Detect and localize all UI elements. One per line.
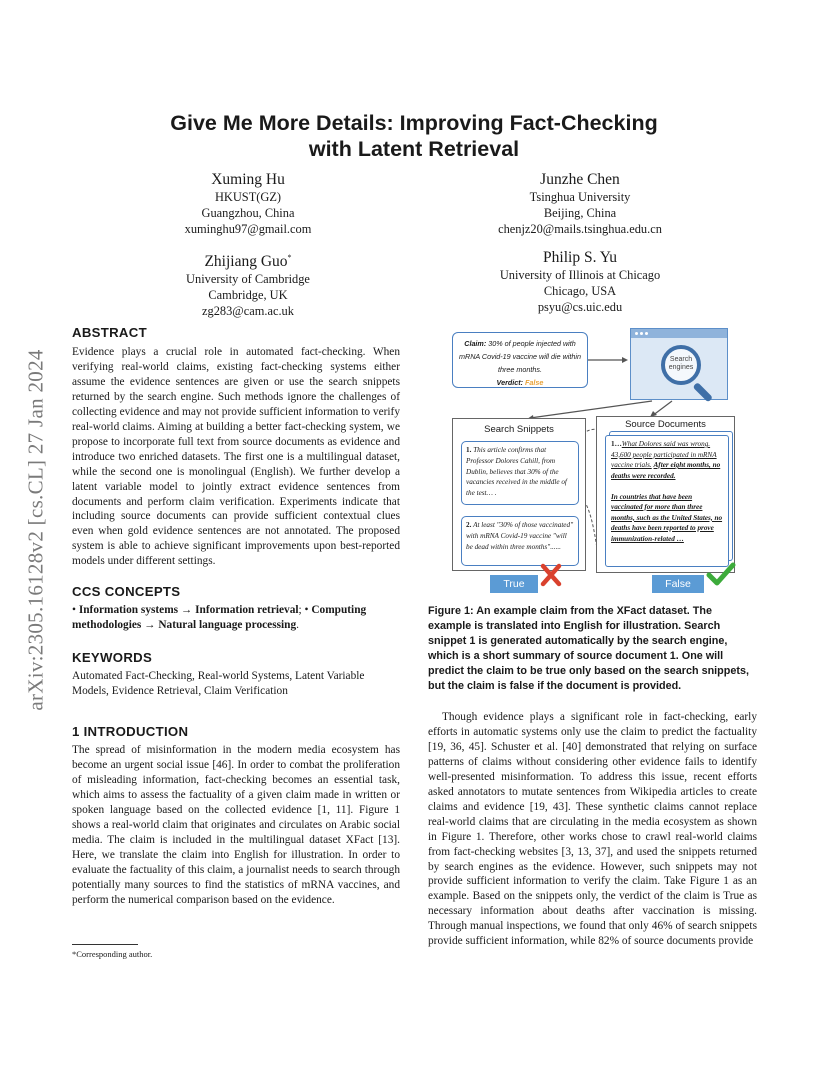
source-title: Source Documents (625, 419, 706, 430)
claim-text: 30% of people injected with mRNA Covid-19 vaccine will die within three months. (459, 339, 581, 374)
arxiv-watermark: arXiv:2305.16128v2 [cs.CL] 27 Jan 2024 (23, 349, 48, 711)
snippet-text: At least "30% of those vaccinated" with mRNA Covid-19 vaccine "will be dead within three months"...... (466, 521, 574, 551)
ccs-bullet: • (72, 604, 76, 616)
author-email: xuminghu97@gmail.com (184, 222, 312, 236)
abstract-text: Evidence plays a crucial role in automated fact-checking. When verifying real-world claims, existing fact-checking systems either assume the evidence sentences are given or use the search snippets returned by the search engine. Such methods ignore the challenges of collecting evidence and may not provide sufficient information to verify real-world claims. Aiming at building a better fact-checking system, we propose to incorporate full text from source documents as evidence and introduce two enriched datasets. The first one is a multilingual dataset, while the second one is monolingual (English). We further develop a latent variable model to jointly extract evidence sentences from documents and perform claim verification. Experiments indicate that including source documents can provide sufficient contextual clues even when gold evidence sentences are not annotated. The proposed system is able to achieve significant improvements upon best-reported models under different settings. (72, 346, 400, 568)
author-location: Beijing, China (543, 206, 617, 220)
keywords-heading: KEYWORDS (72, 650, 153, 665)
check-icon (706, 561, 736, 587)
author-email: zg283@cam.ac.uk (202, 304, 294, 319)
source-text-bold: In countries that have been vaccinated for more than three months, such as the United States, no deaths have been reported to prove immunization-related … (611, 492, 723, 543)
footnote: *Corresponding author. (72, 949, 153, 959)
intro-text-continued: Though evidence plays a significant role in fact-checking, early efforts in automatic systems only use the claim to predict the factuality [19, 36, 45]. Schuster et al. [40] demonstrated that relying on surface patterns of claims without considering other evidence fails to identify well-presented misinformation. To address this issue, recent efforts asked annotators to mutate sentences from Wikipedia articles to create claims and evidence [19, 43]. These synthetic claims cannot replace real-world claims that are circulating in the media ecosystem as shown in Figure 1. Therefore, other works chose to crawl real-world claims from fact-checking websites [3, 13, 37], and used the snippets returned by search engines as the evidence. However, such snippets may not provide sufficient information to verify the claim. Take Figure 1 as an example. Based on the snippets only, the verdict of the claim is True as necessary information about deaths after vaccination is missing. Through manual inspections, we found that only 46% of search snippets provide sufficient information, while 82% of source documents provide (428, 711, 757, 948)
author-affiliation: University of Illinois at Chicago (499, 268, 661, 282)
search-engine-label: Search engines (668, 356, 694, 371)
browser-dot (640, 332, 643, 335)
arrowhead (622, 357, 628, 363)
author-email: psyu@cs.uic.edu (537, 300, 623, 314)
figure-caption: Figure 1: An example claim from the XFact dataset. The example is translated into English for illustration. Search snippet 1 is generated automatically by the search engine, which is a short summary of source document 1. One will predict the claim to be true only based on the search snippets, but the claim is false if the document is provided. (428, 605, 749, 693)
verdict-label: Verdict: (496, 378, 524, 387)
source-text: What Dolores said was wrong. 43,600 people participated in mRNA vaccine trials. (611, 440, 717, 469)
author-block-3 (118, 248, 378, 319)
search-snippets-panel (452, 418, 586, 571)
verdict-value: False (525, 378, 544, 387)
source-documents-panel (596, 416, 735, 573)
author-block-1 (118, 170, 378, 237)
title-line-1: Give Me More Details: Improving Fact-Checking (170, 111, 658, 135)
paper-title (100, 110, 728, 162)
intro-heading: 1 INTRODUCTION (72, 724, 189, 739)
author-location: Chicago, USA (543, 284, 617, 298)
false-label: False (652, 575, 704, 593)
title-line-2: with Latent Retrieval (308, 137, 520, 161)
author-block-4 (450, 248, 710, 315)
corresponding-mark: * (287, 253, 292, 262)
abstract-heading: ABSTRACT (72, 325, 147, 340)
magnifier-handle (693, 382, 714, 403)
ccs-heading: CCS CONCEPTS (72, 584, 181, 599)
author-name: Junzhe Chen (540, 171, 620, 188)
author-name: Philip S. Yu (543, 249, 617, 266)
claim-box (452, 332, 588, 388)
true-label: True (490, 575, 538, 593)
author-name: Xuming Hu (211, 171, 285, 188)
browser-dot (645, 332, 648, 335)
author-name: Zhijiang Guo (204, 253, 288, 271)
ccs-item: Information systems → Information retrieval (78, 604, 299, 616)
intro-text: The spread of misinformation in the modern media ecosystem has become an urgent social issue [46]. In order to combat the proliferation of misleading information, fact-checking becomes an essential task, which aims to assess the factuality of a given claim made in written or spoken language based on the collected evidence [1, 11]. Figure 1 shows a real-world claim that originates and circulates on Arabic social media. The claim is included in the multilingual dataset XFact [13]. Here, we translate the claim into English for illustration. In order to evaluate the factuality of this claim, a journalist needs to search through potentially many sources to find the statistics of mRNA vaccines, and perform the numerical comparison based on the evidence. (72, 744, 400, 906)
author-affiliation: HKUST(GZ) (214, 190, 282, 204)
snippet-number: 1. (466, 446, 472, 454)
author-affiliation: Tsinghua University (529, 190, 631, 204)
footnote-rule (72, 944, 138, 945)
snippet-1 (461, 441, 579, 505)
ccs-item: Computing methodologies → Natural language processing (72, 604, 367, 631)
figure-1 (440, 325, 760, 597)
ccs-end: . (296, 619, 299, 631)
keywords-text: Automated Fact-Checking, Real-world Systems, Latent Variable Models, Evidence Retrieval, Claim Verification (72, 670, 365, 697)
cross-icon (540, 563, 562, 587)
author-block-2 (450, 170, 710, 237)
snippets-title: Search Snippets (484, 424, 554, 435)
author-location: Guangzhou, China (201, 206, 295, 220)
author-affiliation: University of Cambridge (186, 272, 310, 287)
snippet-2 (461, 516, 579, 566)
browser-dot (635, 332, 638, 335)
author-location: Cambridge, UK (208, 288, 288, 303)
snippet-number: 2. (466, 521, 472, 529)
ccs-separator: ; • (298, 604, 309, 616)
author-email: chenjz20@mails.tsinghua.edu.cn (498, 222, 662, 236)
source-document-1 (605, 435, 729, 567)
source-text-bold: After eight months, no deaths were recorded. (611, 461, 721, 480)
ccs-concepts (72, 603, 402, 633)
snippet-text: This article confirms that Professor Dolores Cahill, from Dublin, believes that 30% of the vacancies received in the middle of the test… . (466, 446, 567, 498)
claim-label: Claim: (464, 339, 487, 348)
search-engine-icon (630, 328, 728, 400)
source-number: 1… (611, 440, 622, 448)
